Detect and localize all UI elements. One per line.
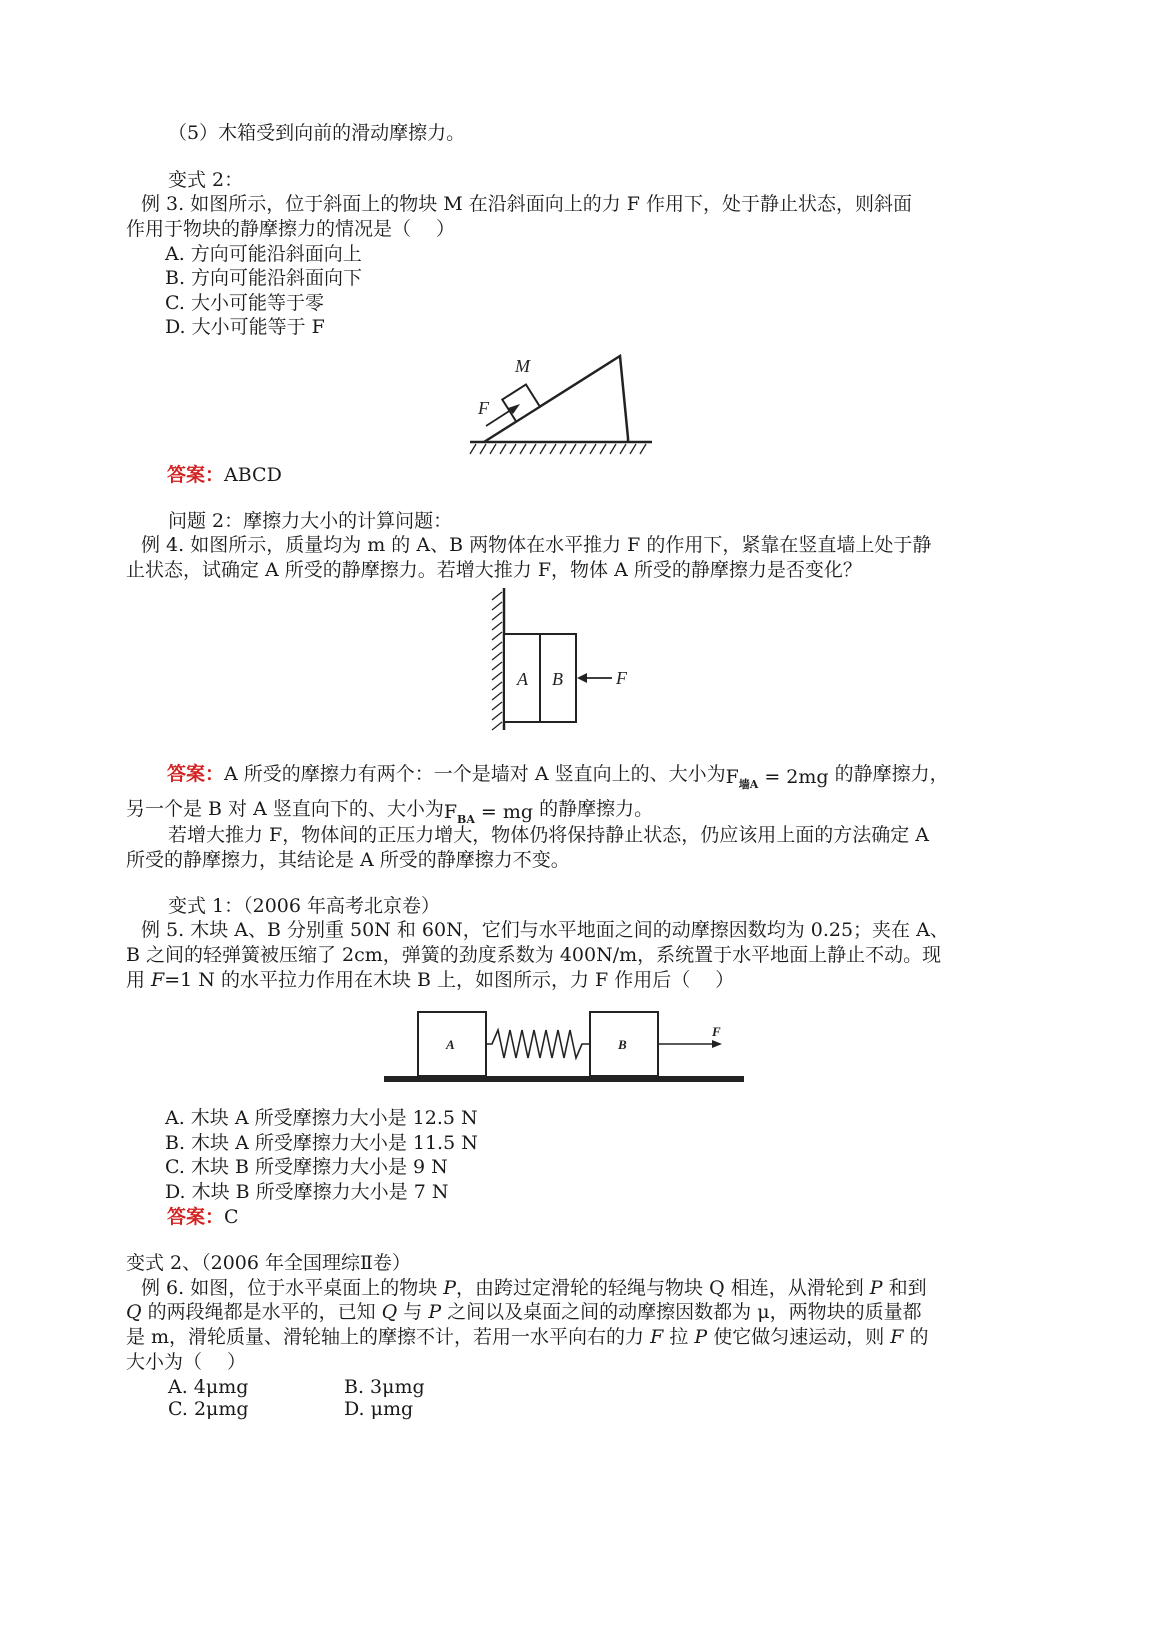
formula-subscript: BA (457, 812, 475, 826)
line-text: 的两段绳都是水平的，已知 (141, 1301, 382, 1323)
formula-subscript: 墙A (738, 777, 759, 791)
incline-label-m: M (515, 356, 530, 376)
line-text: 与 (397, 1301, 429, 1323)
line-text: =1 N 的水平拉力作用在木块 B 上，如图所示，力 F 作用后（ ） (164, 969, 735, 991)
example-6-option-c: C. 2μmg (168, 1398, 249, 1420)
italic-f: F (151, 969, 165, 991)
line-text: 的 (903, 1326, 929, 1348)
example-6-option-b: B. 3μmg (344, 1376, 425, 1398)
example-3-option-d: D. 大小可能等于 F (165, 316, 325, 338)
line-text: 拉 (663, 1326, 695, 1348)
item-5-text: （5）木箱受到向前的滑动摩擦力。 (168, 122, 466, 144)
example-4-answer-line-3: 若增大推力 F，物体间的正压力增大，物体仍将保持静止状态，仍应该用上面的方法确定 A (168, 824, 929, 846)
line-text: 之间以及桌面之间的动摩擦因数都为 μ，两物块的质量都 (441, 1301, 922, 1323)
line-text: 是 m，滑轮质量、滑轮轴上的摩擦不计，若用一水平向右的力 (126, 1326, 651, 1348)
example-6-option-d: D. μmg (344, 1398, 414, 1420)
formula-rhs: = mg (474, 801, 534, 823)
example-5-line-2: B 之间的轻弹簧被压缩了 2cm，弹簧的劲度系数为 400N/m，系统置于水平地面上静止不动。现 (126, 944, 942, 966)
example-5-option-a: A. 木块 A 所受摩擦力大小是 12.5 N (165, 1107, 478, 1129)
wall-label-f: F (616, 668, 627, 688)
italic-p: P (443, 1277, 457, 1299)
incline-diagram (462, 348, 662, 458)
example-5-option-d: D. 木块 B 所受摩擦力大小是 7 N (165, 1181, 449, 1203)
problem-2-heading: 问题 2：摩擦力大小的计算问题： (168, 510, 453, 532)
line-text: 和到 (882, 1277, 927, 1299)
example-6-line-4: 大小为（ ） (126, 1351, 247, 1373)
example-5-answer-value: C (224, 1206, 239, 1228)
wall-label-b: B (552, 669, 563, 689)
answer-text: 的静摩擦力， (834, 763, 949, 785)
formula-rhs: = 2mg (758, 766, 829, 788)
variation-1-heading: 变式 1：（2006 年高考北京卷） (168, 895, 441, 917)
italic-f: F (650, 1326, 664, 1348)
answer-text: A 所受的摩擦力有两个：一个是墙对 A 竖直向上的、大小为 (224, 763, 726, 785)
example-5-line-3 (126, 968, 734, 992)
example-3-answer-value: ABCD (224, 464, 282, 486)
wall-blocks-diagram (486, 584, 646, 734)
example-3-option-a: A. 方向可能沿斜面向上 (165, 243, 362, 265)
answer-label: 答案： (167, 464, 225, 486)
example-4-answer-line-4: 所受的静摩擦力，其结论是 A 所受的静摩擦力不变。 (126, 849, 570, 871)
line-text: 例 6. 如图，位于水平桌面上的物块 (141, 1277, 444, 1299)
italic-q: Q (126, 1301, 142, 1323)
example-3-option-b: B. 方向可能沿斜面向下 (165, 267, 363, 289)
italic-p: P (428, 1301, 442, 1323)
italic-f: F (890, 1326, 904, 1348)
incline-label-f: F (478, 398, 489, 418)
example-3-option-c: C. 大小可能等于零 (165, 292, 324, 314)
line-text: ，由跨过定滑轮的轻绳与物块 Q 相连，从滑轮到 (456, 1277, 870, 1299)
variation-2-heading: 变式 2： (168, 169, 244, 191)
example-4-line-2: 止状态，试确定 A 所受的静摩擦力。若增大推力 F，物体 A 所受的静摩擦力是否变化？ (126, 559, 862, 581)
example-6-line-2 (126, 1300, 922, 1324)
variation-2b-heading: 变式 2、（2006 年全国理综Ⅱ卷） (126, 1252, 411, 1274)
formula-f-wall-a (726, 765, 829, 797)
spring-label-f: F (712, 1024, 721, 1039)
example-3-line-1: 例 3. 如图所示，位于斜面上的物块 M 在沿斜面向上的力 F 作用下，处于静止状态，则斜面 (141, 193, 913, 215)
example-5-option-c: C. 木块 B 所受摩擦力大小是 9 N (165, 1156, 448, 1178)
line-text: 使它做匀速运动，则 (707, 1326, 891, 1348)
italic-p: P (869, 1277, 883, 1299)
example-4-answer-line-1 (167, 762, 949, 797)
example-6-line-3 (126, 1325, 929, 1349)
example-5-answer (167, 1205, 239, 1229)
example-3-line-2: 作用于物块的静摩擦力的情况是（ ） (126, 218, 456, 240)
example-3-answer (167, 463, 282, 487)
example-6-line-1 (141, 1276, 927, 1300)
example-5-option-b: B. 木块 A 所受摩擦力大小是 11.5 N (165, 1132, 478, 1154)
answer-label: 答案： (167, 763, 225, 785)
spring-blocks-diagram (382, 1006, 752, 1096)
spring-label-a: A (446, 1037, 455, 1052)
formula-symbol: F (725, 766, 739, 788)
example-5-line-1: 例 5. 木块 A、B 分别重 50N 和 60N，它们与水平地面之间的动摩擦因数均为 0.25；夹在 A、 (141, 919, 949, 941)
answer-text: 的静摩擦力。 (539, 798, 654, 820)
wall-label-a: A (517, 669, 528, 689)
answer-text: 另一个是 B 对 A 竖直向下的、大小为 (126, 798, 444, 820)
example-4-line-1: 例 4. 如图所示，质量均为 m 的 A、B 两物体在水平推力 F 的作用下，紧靠在竖直墙上处于静 (141, 534, 932, 556)
line-text: 用 (126, 969, 152, 991)
example-6-option-a: A. 4μmg (168, 1376, 249, 1398)
italic-p: P (694, 1326, 708, 1348)
spring-label-b: B (618, 1037, 627, 1052)
answer-label: 答案： (167, 1206, 225, 1228)
italic-q: Q (381, 1301, 398, 1323)
formula-symbol: F (443, 801, 458, 823)
